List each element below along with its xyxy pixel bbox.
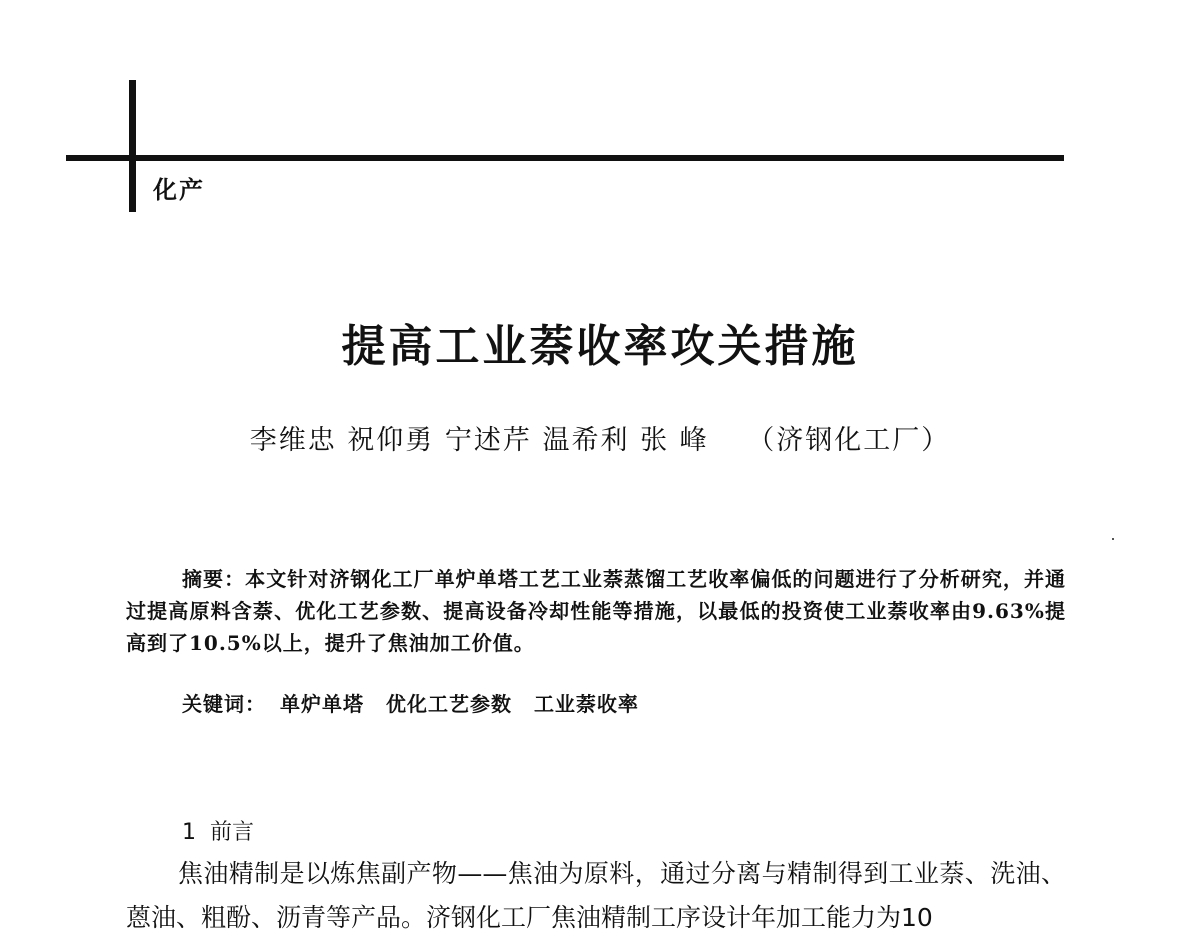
keyword: 工业萘收率 xyxy=(533,692,639,716)
author-line xyxy=(0,418,1200,457)
keyword: 优化工艺参数 xyxy=(385,692,512,716)
keywords-label: 关键词： xyxy=(182,692,266,716)
keywords-line xyxy=(182,688,639,717)
section-heading xyxy=(182,815,254,846)
section-title: 前言 xyxy=(210,820,255,845)
author-name: 温希利 xyxy=(542,425,630,456)
article-title: 提高工业萘收率攻关措施 xyxy=(341,321,859,372)
author-affiliation: （济钢化工厂） xyxy=(747,425,951,456)
author-name: 李维忠 xyxy=(249,425,337,456)
author-name: 宁述芹 xyxy=(444,425,532,456)
abstract-paragraph: 摘要：本文针对济钢化工厂单炉单塔工艺工业萘蒸馏工艺收率偏低的问题进行了分析研究，并通过提高原料含萘、优化工艺参数、提高设备冷却性能等措施，以最低的投资使工业萘收率由9.63%提高到了10.5%以上，提升了焦油加工价值。 xyxy=(126,567,1066,655)
author-name: 张 峰 xyxy=(640,425,709,456)
scan-speck xyxy=(1112,538,1114,540)
header-rule-vertical xyxy=(129,80,136,212)
keyword: 单炉单塔 xyxy=(280,692,364,716)
header-rule-horizontal xyxy=(66,155,1064,161)
section-number: 1 xyxy=(182,820,196,845)
author-name: 祝仰勇 xyxy=(347,425,435,456)
body-paragraph: 焦油精制是以炼焦副产物——焦油为原料，通过分离与精制得到工业萘、洗油、蒽油、粗酚、沥青等产品。济钢化工厂焦油精制工序设计年加工能力为10 xyxy=(126,859,1066,932)
journal-section-tag: 化产 xyxy=(153,176,205,204)
